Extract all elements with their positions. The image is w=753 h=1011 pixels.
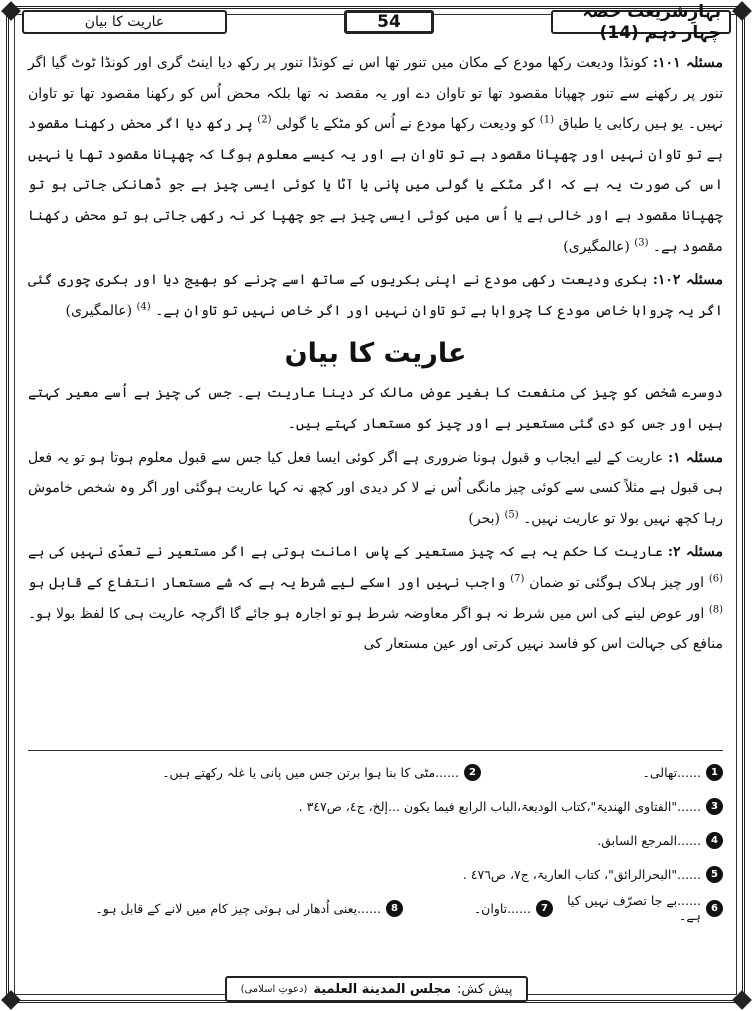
masala-label: مسئلہ ۱۰۲:: [652, 272, 723, 289]
footnote-row: [28, 894, 723, 922]
footnote-number: 2: [464, 764, 481, 781]
footnote-ref: (1): [539, 114, 554, 126]
footnote-ref: (2): [257, 114, 272, 126]
footnote-text: ......تاوان۔: [473, 900, 531, 916]
masala-101: [28, 48, 723, 262]
footnote-ref: (8): [708, 603, 724, 615]
publisher-box: [225, 976, 529, 1002]
footnote-text: ......المرجع السابق.: [597, 832, 701, 848]
footnote-number: 1: [706, 764, 723, 781]
footnote-number: 5: [706, 866, 723, 883]
header-book-title: بہارِشریعت حصہ چہار دہم (14): [551, 10, 731, 34]
masala-label: مسئلہ ۲:: [667, 544, 723, 561]
footnote-row: [28, 826, 723, 854]
intro-paragraph: دوسرے شخص کو چیز کی منفعت کا بغیر عوض مالک کر دینا عاریت ہے۔ جس کی چیز ہے اُسے معیر کہتے ہیں اور جس کو دی گئی مستعیر ہے اور چیز کو مستعار کہتے ہیں۔: [28, 385, 723, 432]
footnote-item: [28, 832, 723, 849]
footnotes: [28, 758, 723, 928]
footnote-number: 6: [706, 900, 723, 917]
footnote-ref: (7): [510, 573, 525, 585]
footnote-row: [28, 792, 723, 820]
footnote-row: [28, 860, 723, 888]
footnote-number: 7: [536, 900, 553, 917]
footnote-row: [28, 758, 723, 786]
footnote-divider: [28, 750, 723, 751]
masala-1: [28, 443, 723, 535]
footnote-item: [28, 798, 723, 815]
source-citation: (عالمگیری): [65, 302, 133, 319]
masala-text: کو ودیعت رکھا مودع نے اُس کو مٹکے یا گولی: [276, 116, 536, 133]
masala-text: بکری ودیعت رکھی مودع نے اپنی بکریوں کے ساتھ اسے چرنے کو بھیج دیا اور بکری چوری گئی اگر یہ چرواہا خاص مودع کا چرواہا ہے تو تاوان نہیں اور اگر خاص نہیں تو تاوان ہے۔: [28, 272, 723, 319]
header-section-title: عاریت کا بیان: [22, 10, 227, 34]
masala-text: اور چیز ہلاک ہوگئی تو ضمان: [529, 574, 705, 591]
footnote-number: 4: [706, 832, 723, 849]
masala-text: کونڈا ودیعت رکھا مودع کے مکان میں تنور تھا اس نے کونڈا تنور پر رکھ دیا اینٹ گری اور کونڈا ٹوٹ گیا اگر تنور پر رکھنے سے تنور چھپانا مقصود تھا تو تاوان دے اور یہ مقصد نہ تھا بلکہ محض اُس کو رکھنا مقصود تھا تو تاوان نہیں۔ یو ہیں رکابی یا طباق: [28, 55, 724, 133]
footnote-text: ......"الفتاوی الھندیۃ"،کتاب الودیعۃ،الباب الرابع فیما یکون ...إلخ، ج٤، ص٣٤٧ .: [298, 798, 701, 814]
masala-text: عاریت کا حکم یہ ہے کہ چیز مستعیر کے پاس امانت ہوتی ہے اگر مستعیر نے تعدّی نہیں کی ہے: [28, 544, 663, 561]
section-heading: عاریت کا بیان: [284, 338, 467, 370]
footnote-item: [28, 866, 723, 883]
masala-text: عاریت کے لیے ایجاب و قبول ہونا ضروری ہے اگر کوئی ایسا فعل کیا جس سے قبول معلوم ہوتا ہو تو یہ فعل ہی قبول ہے مثلاً کسی سے کوئی چیز مانگی اُس نے لا کر دیدی اور کچھ نہ کہا عاریت ہوگئی اور اگر وہ شخص خاموش رہا کچھ نہیں بولا تو عاریت نہیں۔: [28, 449, 723, 527]
footnote-ref: (3): [634, 236, 649, 248]
footnote-text: ......یعنی اُدھار لی ہوئی چیز کام میں لانے کے قابل ہو۔: [95, 900, 381, 916]
masala-label: مسئلہ ۱۰۱:: [652, 55, 723, 71]
footnote-number: 3: [706, 798, 723, 815]
masala-text: اور عوض لینے کی اس میں شرط نہ ہو اگر معاوضہ شرط ہو تو اجارہ ہو جائے گا اگرچہ عاریت ہی کا لفظ بولا ہو۔ منافع کی جہالت اس کو فاسد نہیں کرتی اور عین مستعار کی: [28, 605, 723, 653]
masala-label: مسئلہ ۱:: [668, 449, 723, 466]
source-citation: (بحر): [468, 510, 500, 527]
footnote-text: ......تھالی۔: [642, 764, 701, 780]
footnote-item: [28, 764, 723, 781]
footnote-text: ......"البحرالرائق"، کتاب العاریۃ، ج٧، ص٤٧٦ .: [462, 866, 701, 882]
footnote-number: 8: [386, 900, 403, 917]
masala-2: [28, 537, 723, 659]
page-header: [22, 2, 731, 43]
footnote-text: ......مٹی کا بنا ہوا برتن جس میں پانی یا غلہ رکھتے ہیں۔: [162, 764, 459, 780]
source-citation: (عالمگیری): [563, 238, 630, 255]
footer-prefix: پیش کش:: [457, 981, 513, 997]
main-text: [28, 48, 723, 663]
footnote-text: ......بے جا تصرّف نہیں کیا ہے۔: [567, 893, 701, 923]
footnote-item: [553, 893, 723, 923]
footnote-ref: (4): [136, 301, 151, 313]
page-footer: [22, 975, 731, 1003]
masala-102: [28, 265, 723, 326]
footnote-ref: (6): [708, 573, 724, 585]
publisher-sub: (دعوتِ اسلامی): [240, 983, 308, 995]
publisher-name: مجلس المدینة العلمیة: [313, 981, 452, 997]
footnote-ref: (5): [504, 509, 519, 521]
footnote-item: [403, 900, 553, 917]
footnote-item: [43, 900, 403, 917]
page-number: 54: [344, 10, 434, 34]
masala-text: واجب نہیں اور اسکے لیے شرط یہ ہے کہ شے مستعار انتفاع کے قابل ہو: [28, 574, 506, 591]
masala-text: پر رکھ دیا اگر محض رکھنا مقصود ہے تو تاوان نہیں اور چھپانا مقصود ہے تو تاوان ہے اور یہ کیسے معلوم ہوگا کہ چھپانا مقصود تھا یا نہیں اس کی صورت یہ ہے کہ اگر مٹکے یا گولی میں پانی یا آٹا یا کوئی ایسی چیز ہے جو ڈھانکی جاتی ہو تو چھپانا مقصود ہے اور خالی ہے یا اُس میں کوئی ایسی چیز ہے جو چھپا کر نہ رکھی جاتی ہو تو محض رکھنا مقصود ہے۔: [28, 116, 723, 255]
